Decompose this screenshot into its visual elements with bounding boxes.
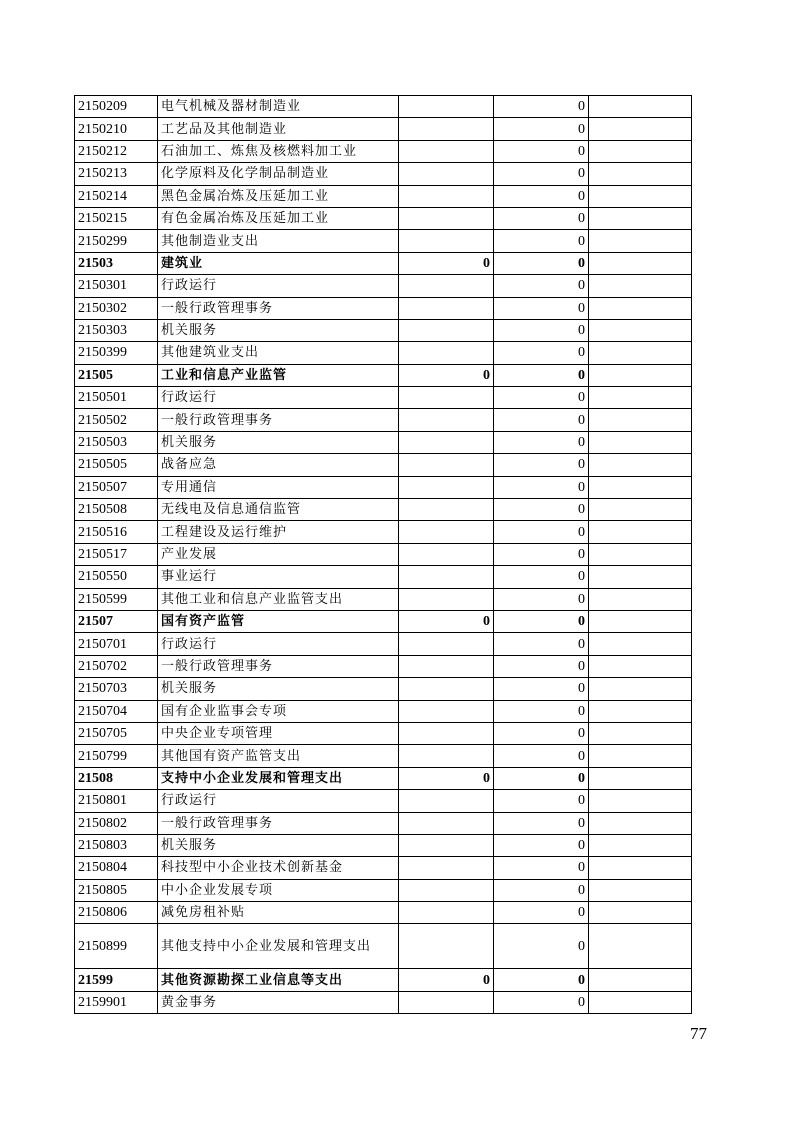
table-row — [75, 163, 692, 185]
cell-value-1 — [399, 543, 494, 565]
table-row — [75, 387, 692, 409]
cell-value-1 — [399, 991, 494, 1013]
cell-value-3 — [589, 991, 692, 1013]
cell-value-3 — [589, 252, 692, 274]
cell-value-2: 0 — [494, 207, 589, 229]
cell-name: 一般行政管理事务 — [158, 409, 399, 431]
table-row — [75, 185, 692, 207]
table-row-category — [75, 767, 692, 789]
cell-value-2: 0 — [494, 969, 589, 991]
table-row-category — [75, 364, 692, 386]
cell-value-2: 0 — [494, 857, 589, 879]
cell-code: 2150805 — [75, 879, 158, 901]
cell-code: 2150705 — [75, 722, 158, 744]
cell-value-3 — [589, 364, 692, 386]
table-row — [75, 857, 692, 879]
cell-value-2: 0 — [494, 879, 589, 901]
cell-value-2: 0 — [494, 767, 589, 789]
cell-value-2: 0 — [494, 700, 589, 722]
cell-code: 21503 — [75, 252, 158, 274]
cell-value-1 — [399, 812, 494, 834]
cell-name: 化学原料及化学制品制造业 — [158, 163, 399, 185]
table-row — [75, 118, 692, 140]
cell-code: 2150804 — [75, 857, 158, 879]
cell-value-3 — [589, 902, 692, 924]
cell-value-2: 0 — [494, 185, 589, 207]
cell-value-3 — [589, 790, 692, 812]
table-row — [75, 678, 692, 700]
cell-value-3 — [589, 767, 692, 789]
budget-table — [74, 95, 692, 1014]
cell-value-1 — [399, 409, 494, 431]
cell-value-2: 0 — [494, 588, 589, 610]
cell-value-3 — [589, 431, 692, 453]
cell-value-1 — [399, 387, 494, 409]
cell-value-2: 0 — [494, 902, 589, 924]
cell-name: 建筑业 — [158, 252, 399, 274]
table-row — [75, 812, 692, 834]
cell-name: 支持中小企业发展和管理支出 — [158, 767, 399, 789]
table-row — [75, 297, 692, 319]
cell-code: 2150516 — [75, 521, 158, 543]
cell-code: 2150702 — [75, 655, 158, 677]
cell-name: 其他支持中小企业发展和管理支出 — [158, 924, 399, 969]
cell-code: 2150399 — [75, 342, 158, 364]
cell-code: 2150214 — [75, 185, 158, 207]
cell-value-2: 0 — [494, 678, 589, 700]
cell-value-3 — [589, 342, 692, 364]
cell-code: 2150302 — [75, 297, 158, 319]
cell-value-1 — [399, 118, 494, 140]
table-row — [75, 566, 692, 588]
cell-value-1 — [399, 790, 494, 812]
cell-value-2: 0 — [494, 610, 589, 632]
cell-name: 行政运行 — [158, 790, 399, 812]
cell-value-2: 0 — [494, 655, 589, 677]
table-row — [75, 342, 692, 364]
cell-value-1 — [399, 857, 494, 879]
table-row-category — [75, 969, 692, 991]
cell-name: 机关服务 — [158, 431, 399, 453]
table-row — [75, 207, 692, 229]
cell-value-1 — [399, 678, 494, 700]
cell-code: 2150701 — [75, 633, 158, 655]
cell-code: 2150209 — [75, 96, 158, 118]
cell-value-1 — [399, 297, 494, 319]
cell-value-3 — [589, 387, 692, 409]
table-row — [75, 722, 692, 744]
cell-value-2: 0 — [494, 499, 589, 521]
cell-value-3 — [589, 140, 692, 162]
cell-value-3 — [589, 543, 692, 565]
cell-name: 中小企业发展专项 — [158, 879, 399, 901]
cell-value-1 — [399, 633, 494, 655]
cell-value-3 — [589, 207, 692, 229]
cell-name: 工艺品及其他制造业 — [158, 118, 399, 140]
cell-name: 黑色金属冶炼及压延加工业 — [158, 185, 399, 207]
cell-code: 2150599 — [75, 588, 158, 610]
cell-value-3 — [589, 655, 692, 677]
cell-value-2: 0 — [494, 454, 589, 476]
cell-name: 国有企业监事会专项 — [158, 700, 399, 722]
cell-value-2: 0 — [494, 275, 589, 297]
cell-value-2: 0 — [494, 342, 589, 364]
cell-value-3 — [589, 521, 692, 543]
cell-name: 行政运行 — [158, 633, 399, 655]
cell-code: 2150704 — [75, 700, 158, 722]
cell-value-3 — [589, 678, 692, 700]
cell-value-1 — [399, 476, 494, 498]
cell-code: 2150508 — [75, 499, 158, 521]
table-row — [75, 655, 692, 677]
cell-value-3 — [589, 185, 692, 207]
cell-value-3 — [589, 700, 692, 722]
cell-value-1 — [399, 96, 494, 118]
cell-value-1 — [399, 745, 494, 767]
table-row — [75, 834, 692, 856]
cell-value-3 — [589, 566, 692, 588]
cell-value-3 — [589, 297, 692, 319]
cell-name: 事业运行 — [158, 566, 399, 588]
cell-value-3 — [589, 319, 692, 341]
cell-code: 21508 — [75, 767, 158, 789]
cell-value-1 — [399, 834, 494, 856]
cell-code: 21507 — [75, 610, 158, 632]
table-row — [75, 543, 692, 565]
cell-value-3 — [589, 879, 692, 901]
cell-name: 减免房租补贴 — [158, 902, 399, 924]
cell-name: 一般行政管理事务 — [158, 655, 399, 677]
cell-value-3 — [589, 610, 692, 632]
cell-name: 行政运行 — [158, 275, 399, 297]
cell-value-1 — [399, 431, 494, 453]
cell-value-2: 0 — [494, 543, 589, 565]
cell-value-2: 0 — [494, 387, 589, 409]
cell-value-2: 0 — [494, 252, 589, 274]
cell-value-2: 0 — [494, 297, 589, 319]
cell-name: 一般行政管理事务 — [158, 812, 399, 834]
cell-value-3 — [589, 834, 692, 856]
cell-value-2: 0 — [494, 163, 589, 185]
cell-name: 其他国有资产监管支出 — [158, 745, 399, 767]
table-row — [75, 140, 692, 162]
cell-code: 2150505 — [75, 454, 158, 476]
cell-name: 一般行政管理事务 — [158, 297, 399, 319]
cell-value-3 — [589, 454, 692, 476]
cell-name: 科技型中小企业技术创新基金 — [158, 857, 399, 879]
cell-value-1 — [399, 342, 494, 364]
cell-code: 2150801 — [75, 790, 158, 812]
table-row — [75, 790, 692, 812]
cell-code: 2150301 — [75, 275, 158, 297]
cell-value-1 — [399, 700, 494, 722]
cell-name: 其他制造业支出 — [158, 230, 399, 252]
cell-value-1 — [399, 163, 494, 185]
table-body — [75, 96, 692, 1014]
cell-name: 其他建筑业支出 — [158, 342, 399, 364]
cell-value-3 — [589, 857, 692, 879]
cell-value-3 — [589, 924, 692, 969]
cell-value-1 — [399, 319, 494, 341]
cell-value-3 — [589, 163, 692, 185]
cell-value-2: 0 — [494, 364, 589, 386]
cell-name: 有色金属冶炼及压延加工业 — [158, 207, 399, 229]
cell-value-2: 0 — [494, 118, 589, 140]
cell-value-3 — [589, 722, 692, 744]
table-row — [75, 879, 692, 901]
cell-code: 2150503 — [75, 431, 158, 453]
table-row — [75, 745, 692, 767]
cell-value-3 — [589, 633, 692, 655]
cell-value-1 — [399, 521, 494, 543]
cell-value-2: 0 — [494, 431, 589, 453]
cell-value-1: 0 — [399, 364, 494, 386]
cell-code: 2150303 — [75, 319, 158, 341]
cell-value-3 — [589, 118, 692, 140]
table-row — [75, 230, 692, 252]
cell-code: 2150703 — [75, 678, 158, 700]
cell-code: 2150215 — [75, 207, 158, 229]
cell-value-2: 0 — [494, 633, 589, 655]
cell-value-1: 0 — [399, 610, 494, 632]
cell-name: 石油加工、炼焦及核燃料加工业 — [158, 140, 399, 162]
table-row — [75, 476, 692, 498]
cell-value-2: 0 — [494, 140, 589, 162]
cell-code: 2150802 — [75, 812, 158, 834]
cell-value-2: 0 — [494, 834, 589, 856]
cell-value-2: 0 — [494, 521, 589, 543]
cell-value-2: 0 — [494, 230, 589, 252]
cell-value-1 — [399, 140, 494, 162]
cell-value-3 — [589, 275, 692, 297]
cell-value-2: 0 — [494, 722, 589, 744]
cell-value-3 — [589, 969, 692, 991]
table-row — [75, 633, 692, 655]
cell-value-3 — [589, 588, 692, 610]
cell-name: 工业和信息产业监管 — [158, 364, 399, 386]
cell-value-2: 0 — [494, 566, 589, 588]
table-row — [75, 991, 692, 1013]
cell-code: 2150517 — [75, 543, 158, 565]
cell-value-1 — [399, 879, 494, 901]
table-row — [75, 924, 692, 969]
cell-name: 电气机械及器材制造业 — [158, 96, 399, 118]
cell-name: 机关服务 — [158, 834, 399, 856]
cell-value-1 — [399, 207, 494, 229]
cell-code: 2150502 — [75, 409, 158, 431]
cell-value-3 — [589, 476, 692, 498]
page-number: 77 — [690, 1024, 707, 1043]
cell-value-1 — [399, 185, 494, 207]
cell-code: 2150507 — [75, 476, 158, 498]
table-row — [75, 431, 692, 453]
cell-code: 2150299 — [75, 230, 158, 252]
table-row — [75, 700, 692, 722]
cell-name: 其他资源勘探工业信息等支出 — [158, 969, 399, 991]
cell-code: 2159901 — [75, 991, 158, 1013]
cell-name: 专用通信 — [158, 476, 399, 498]
cell-value-1 — [399, 722, 494, 744]
table-row — [75, 319, 692, 341]
cell-code: 2150550 — [75, 566, 158, 588]
cell-value-3 — [589, 499, 692, 521]
cell-code: 2150899 — [75, 924, 158, 969]
table-row — [75, 588, 692, 610]
cell-name: 无线电及信息通信监管 — [158, 499, 399, 521]
table-row — [75, 902, 692, 924]
cell-name: 战备应急 — [158, 454, 399, 476]
cell-value-3 — [589, 96, 692, 118]
cell-code: 2150210 — [75, 118, 158, 140]
table-row — [75, 275, 692, 297]
cell-value-1 — [399, 454, 494, 476]
cell-value-2: 0 — [494, 812, 589, 834]
cell-name: 行政运行 — [158, 387, 399, 409]
cell-value-2: 0 — [494, 924, 589, 969]
table-row-category — [75, 252, 692, 274]
cell-value-3 — [589, 230, 692, 252]
cell-value-2: 0 — [494, 319, 589, 341]
table-row — [75, 499, 692, 521]
cell-value-2: 0 — [494, 409, 589, 431]
cell-name: 工程建设及运行维护 — [158, 521, 399, 543]
table-row-category — [75, 610, 692, 632]
cell-name: 黄金事务 — [158, 991, 399, 1013]
cell-code: 21505 — [75, 364, 158, 386]
cell-name: 产业发展 — [158, 543, 399, 565]
cell-code: 21599 — [75, 969, 158, 991]
cell-code: 2150213 — [75, 163, 158, 185]
table-row — [75, 521, 692, 543]
cell-code: 2150212 — [75, 140, 158, 162]
cell-name: 机关服务 — [158, 319, 399, 341]
cell-value-1 — [399, 655, 494, 677]
cell-value-1: 0 — [399, 767, 494, 789]
cell-name: 其他工业和信息产业监管支出 — [158, 588, 399, 610]
cell-value-1: 0 — [399, 969, 494, 991]
table-row — [75, 454, 692, 476]
cell-value-3 — [589, 745, 692, 767]
cell-code: 2150501 — [75, 387, 158, 409]
cell-value-1 — [399, 499, 494, 521]
cell-value-1 — [399, 902, 494, 924]
cell-value-1 — [399, 275, 494, 297]
cell-value-1 — [399, 566, 494, 588]
cell-value-2: 0 — [494, 991, 589, 1013]
cell-name: 国有资产监管 — [158, 610, 399, 632]
table-row — [75, 96, 692, 118]
cell-value-1 — [399, 588, 494, 610]
cell-name: 机关服务 — [158, 678, 399, 700]
cell-value-1: 0 — [399, 252, 494, 274]
cell-value-3 — [589, 409, 692, 431]
cell-value-2: 0 — [494, 745, 589, 767]
table-row — [75, 409, 692, 431]
cell-value-3 — [589, 812, 692, 834]
cell-code: 2150799 — [75, 745, 158, 767]
cell-value-1 — [399, 230, 494, 252]
cell-value-2: 0 — [494, 476, 589, 498]
cell-value-1 — [399, 924, 494, 969]
cell-value-2: 0 — [494, 96, 589, 118]
cell-value-2: 0 — [494, 790, 589, 812]
cell-code: 2150806 — [75, 902, 158, 924]
cell-code: 2150803 — [75, 834, 158, 856]
cell-name: 中央企业专项管理 — [158, 722, 399, 744]
